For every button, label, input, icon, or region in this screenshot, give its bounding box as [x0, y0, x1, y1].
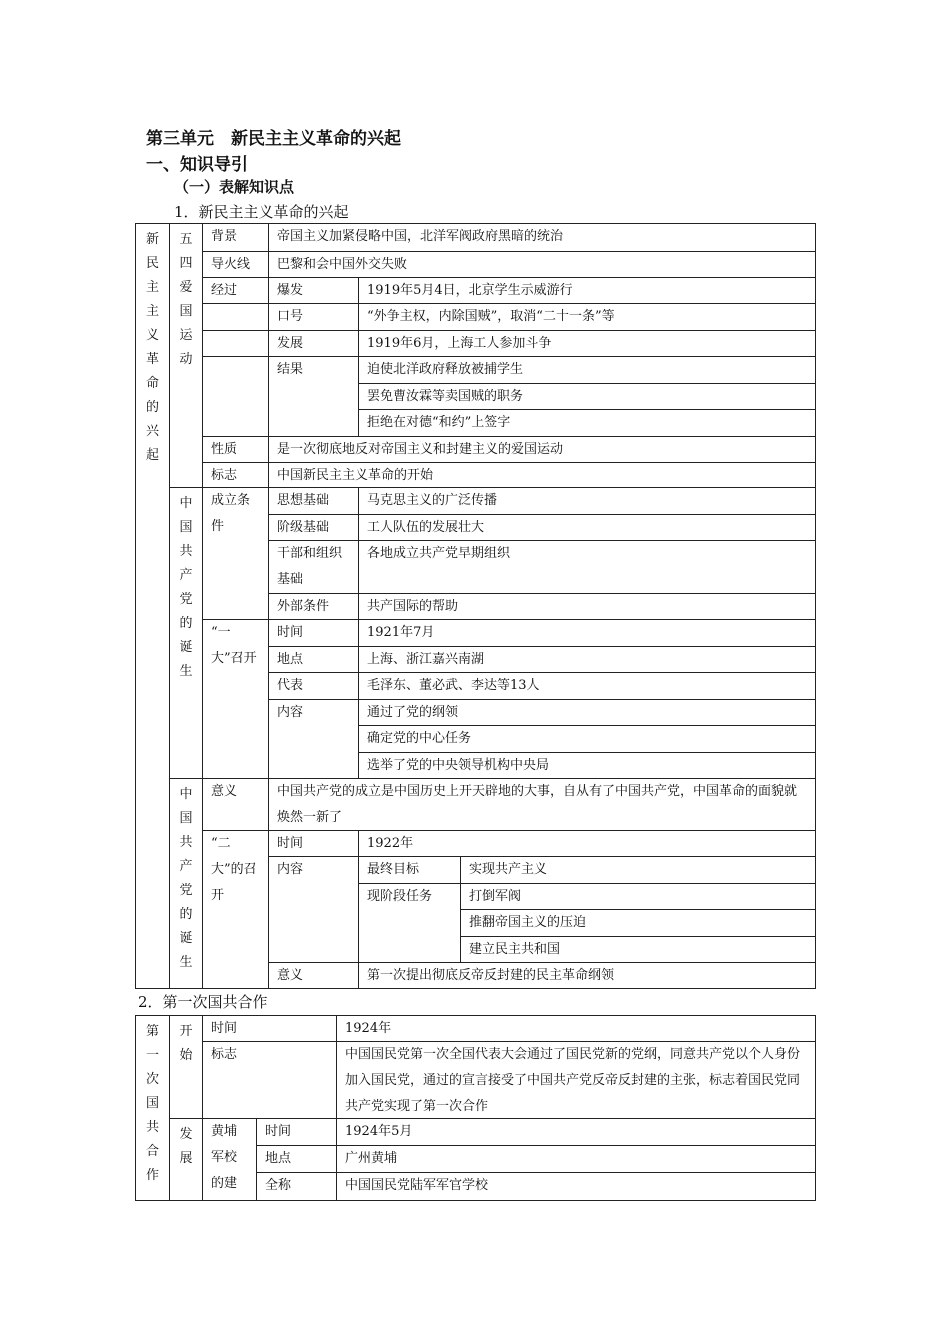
table1-cell: 标志: [202, 462, 269, 488]
table1-cell: 实现共产主义: [460, 856, 816, 884]
table1-cell: 选举了党的中央领导机构中央局: [358, 752, 816, 779]
table1-cell: 推翻帝国主义的压迫: [460, 909, 816, 937]
table1-caption: 1．新民主主义革命的兴起: [174, 203, 349, 221]
table1-cell: 1922年: [358, 830, 816, 857]
table2-cell: 中国国民党第一次全国代表大会通过了国民党新的党纲，同意共产党以个人身份加入国民党，通过的宣言接受了中国共产党反帝反封建的主张，标志着国民党同共产党实现了第一次合作: [336, 1041, 816, 1119]
subsection-heading: （一）表解知识点: [174, 178, 295, 196]
table1-cell: 共产国际的帮助: [358, 593, 816, 620]
table1-cell: 1919年6月，上海工人参加斗争: [358, 330, 816, 357]
table1-cell: 迫使北洋政府释放被捕学生: [358, 356, 816, 384]
table1-cell: 拒绝在对德“和约”上签字: [358, 409, 816, 437]
table1-cell: 现阶段任务: [358, 883, 461, 963]
table1-cell: [202, 356, 269, 437]
table1-cell: 帝国主义加紧侵略中国，北洋军阀政府黑暗的统治: [268, 223, 816, 252]
table1-cell: [202, 303, 269, 331]
table1-cell: 思想基础: [268, 487, 359, 515]
table1-cell: 各地成立共产党早期组织: [358, 540, 816, 594]
table1-cell: 地点: [268, 646, 359, 673]
table1-cell: 确定党的中心任务: [358, 725, 816, 753]
table1-cell: 最终目标: [358, 856, 461, 884]
table1-cell: 1921年7月: [358, 619, 816, 647]
table1-cell: 经过: [202, 277, 269, 304]
table1-cell: 意义: [268, 962, 359, 989]
table1-cell: 毛泽东、董必武、李达等13人: [358, 672, 816, 700]
table2-cell: 时间: [256, 1118, 337, 1146]
table1-cell: 通过了党的纲领: [358, 699, 816, 726]
table1-cell: 代表: [268, 672, 359, 700]
table2-cell: 地点: [256, 1145, 337, 1173]
table2-cell: 时间: [202, 1015, 337, 1042]
table2-cell: 1924年: [336, 1015, 816, 1042]
table1-cell: 内容: [268, 699, 359, 779]
table2-cell: 黄埔军校的建: [202, 1118, 257, 1201]
table2-cell: 广州黄埔: [336, 1145, 816, 1173]
table1-cell: 1919年5月4日，北京学生示威游行: [358, 277, 816, 304]
unit-title: 第三单元 新民主主义革命的兴起: [146, 129, 401, 149]
table1-cell: 发展: [268, 330, 359, 357]
table2-cell: 标志: [202, 1041, 337, 1119]
table1-cell: 内容: [268, 856, 359, 963]
table1-cell: 时间: [268, 830, 359, 857]
table1-cell: 爆发: [268, 277, 359, 304]
table1-cell: 罢免曹汝霖等卖国贼的职务: [358, 383, 816, 410]
table1-cell: 建立民主共和国: [460, 936, 816, 963]
table1-cell: 中国新民主主义革命的开始: [268, 462, 816, 488]
table1-cell: 新民主主义革命的兴起: [135, 223, 170, 989]
table1-cell: 口号: [268, 303, 359, 331]
table1-cell: 外部条件: [268, 593, 359, 620]
table1-cell: “一大”召开: [202, 619, 269, 779]
table1-cell: 导火线: [202, 251, 269, 278]
table2-cell: 中国国民党陆军军官学校: [336, 1172, 816, 1201]
table2-caption: 2．第一次国共合作: [138, 993, 268, 1011]
table1-cell: 结果: [268, 356, 359, 437]
table1-cell: “二大”的召开: [202, 830, 269, 989]
table2-cell: 第一次国共合作: [135, 1015, 170, 1201]
table1-cell: 马克思主义的广泛传播: [358, 487, 816, 515]
table1-cell: 成立条件: [202, 487, 269, 620]
table2-cell: 1924年5月: [336, 1118, 816, 1146]
table1-cell: 意义: [202, 778, 269, 831]
table1-cell: “外争主权，内除国贼”，取消“二十一条”等: [358, 303, 816, 331]
table1-cell: [202, 330, 269, 357]
table1-cell: 阶级基础: [268, 514, 359, 541]
table1-cell: 上海、浙江嘉兴南湖: [358, 646, 816, 673]
table2-cell: 开始: [169, 1015, 203, 1119]
table2-cell: 全称: [256, 1172, 337, 1201]
table1-cell: 巴黎和会中国外交失败: [268, 251, 816, 278]
table1-cell: 中国共产党的诞生: [169, 778, 203, 989]
table2-cell: 发展: [169, 1118, 203, 1201]
section-heading: 一、知识导引: [146, 155, 248, 175]
table1-cell: 是一次彻底地反对帝国主义和封建主义的爱国运动: [268, 436, 816, 463]
table1-cell: 第一次提出彻底反帝反封建的民主革命纲领: [358, 962, 816, 989]
table1-cell: 工人队伍的发展壮大: [358, 514, 816, 541]
table1-cell: 干部和组织基础: [268, 540, 359, 594]
table1-cell: 打倒军阀: [460, 883, 816, 910]
table1-cell: 时间: [268, 619, 359, 647]
table1-cell: 五四爱国运动: [169, 223, 203, 488]
table1-cell: 中国共产党的成立是中国历史上开天辟地的大事，自从有了中国共产党，中国革命的面貌就焕然一新了: [268, 778, 816, 831]
table1-cell: 背景: [202, 223, 269, 252]
table1-cell: 性质: [202, 436, 269, 463]
table1-cell: 中国共产党的诞生: [169, 487, 203, 779]
